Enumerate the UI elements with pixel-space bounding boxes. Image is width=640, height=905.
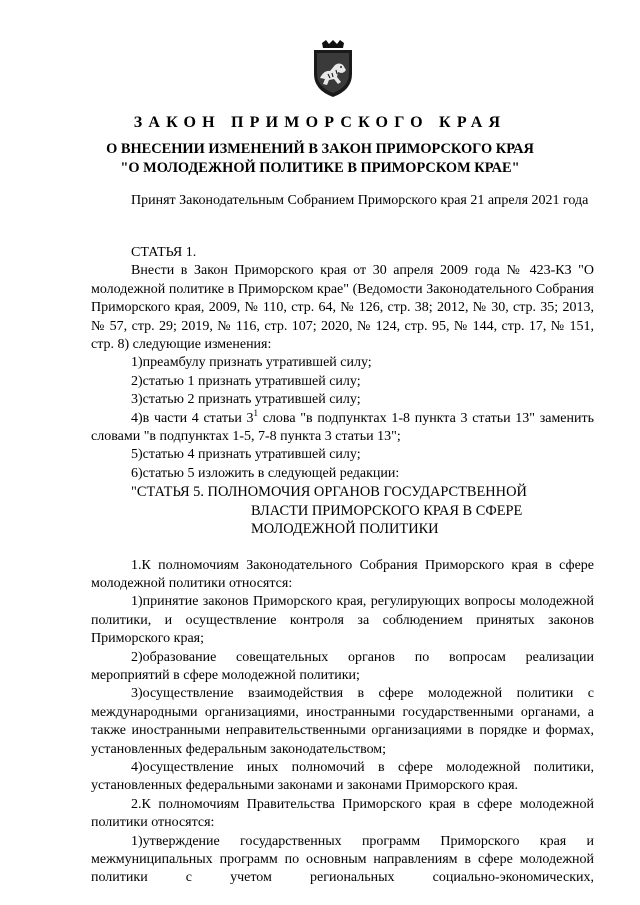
adoption-text: Принят Законодательным Собранием Приморского края 21 апреля 2021 года bbox=[131, 193, 589, 208]
article-5-heading-line1: "СТАТЬЯ 5. ПОЛНОМОЧИЯ ОРГАНОВ ГОСУДАРСТВЕННОЙ bbox=[131, 484, 527, 501]
article-5-part-1-item-3: 3)осуществление взаимодействия в сфере молодежной политики с международными организациями, иностранными государственными органами, а также иностранными неправительственными организациями в порядке и формах, установленных федеральным законодательством; bbox=[91, 686, 594, 757]
law-subtitle-line2: "О МОЛОДЕЖНОЙ ПОЛИТИКЕ В ПРИМОРСКОМ КРАЕ" bbox=[120, 160, 520, 176]
law-title: ЗАКОН ПРИМОРСКОГО КРАЯ bbox=[133, 114, 507, 131]
article-5-heading-line3: МОЛОДЕЖНОЙ ПОЛИТИКИ bbox=[251, 521, 439, 538]
article-1-item-2: 2)статью 1 признать утратившей силу; bbox=[131, 373, 361, 389]
article-1-item-6: 6)статью 5 изложить в следующей редакции: bbox=[131, 465, 400, 481]
item-4-text-b: слова "в подпунктах 1-8 пункта 3 статьи 13" заменить словами "в подпунктах 1-5, 7-8 пункта 3 статьи 13"; bbox=[91, 410, 594, 445]
article-1-item-4 bbox=[91, 407, 594, 447]
article-1-section bbox=[91, 244, 594, 888]
article-5-heading-line2: ВЛАСТИ ПРИМОРСКОГО КРАЯ В СФЕРЕ bbox=[251, 502, 523, 519]
article-1-intro: Внести в Закон Приморского края от 30 апреля 2009 года № 423-КЗ "О молодежной политике в Приморском крае" (Ведомости Законодательного Собрания Приморского края, 2009, № 110, стр. 64, № 126, стр. 38; 2012, № 30, стр. 35; 2013, № 57, стр. 29; 2019, № 116, стр. 107; 2020, № 124, стр. 95, № 144, стр. 17, № 151, стр. 8) следующие изменения: bbox=[91, 263, 594, 353]
article-5-part-2: 2.К полномочиям Правительства Приморского края в сфере молодежной политики относятся: bbox=[91, 796, 594, 831]
article-5-part-2-item-1: 1)утверждение государственных программ Приморского края и межмуниципальных программ по основным направлениям в сфере молодежной политики с учетом региональных социально-экономических, bbox=[91, 833, 594, 886]
article-1-item-3: 3)статью 2 признать утратившей силу; bbox=[131, 392, 361, 408]
article-5-part-1-item-1: 1)принятие законов Приморского края, регулирующих вопросы молодежной политики, и осуществление контроля за соблюдением принятых законов Приморского края; bbox=[91, 594, 594, 647]
law-subtitle-line1: О ВНЕСЕНИИ ИЗМЕНЕНИЙ В ЗАКОН ПРИМОРСКОГО КРАЯ bbox=[106, 141, 534, 157]
item-4-superscript: 1 bbox=[253, 407, 259, 418]
item-4-text-a: 4)в части 4 статьи 3 bbox=[131, 410, 254, 426]
article-5-heading bbox=[91, 483, 594, 538]
coat-of-arms-icon bbox=[308, 40, 358, 98]
article-5-part-1-item-4: 4)осуществление иных полномочий в сфере молодежной политики, установленных федеральными законами и законами Приморского края. bbox=[91, 759, 594, 794]
article-5-part-1: 1.К полномочиям Законодательного Собрания Приморского края в сфере молодежной политики относятся: bbox=[91, 557, 594, 591]
article-1-item-5: 5)статью 4 признать утратившей силу; bbox=[131, 447, 361, 463]
article-1-item-1: 1)преамбулу признать утратившей силу; bbox=[131, 355, 372, 371]
adoption-note bbox=[91, 192, 594, 210]
spacer bbox=[91, 539, 594, 557]
article-5-part-1-item-2: 2)образование совещательных органов по вопросам реализации мероприятий в сфере молодежной политики; bbox=[91, 649, 594, 683]
article-1-heading: СТАТЬЯ 1. bbox=[131, 245, 197, 260]
